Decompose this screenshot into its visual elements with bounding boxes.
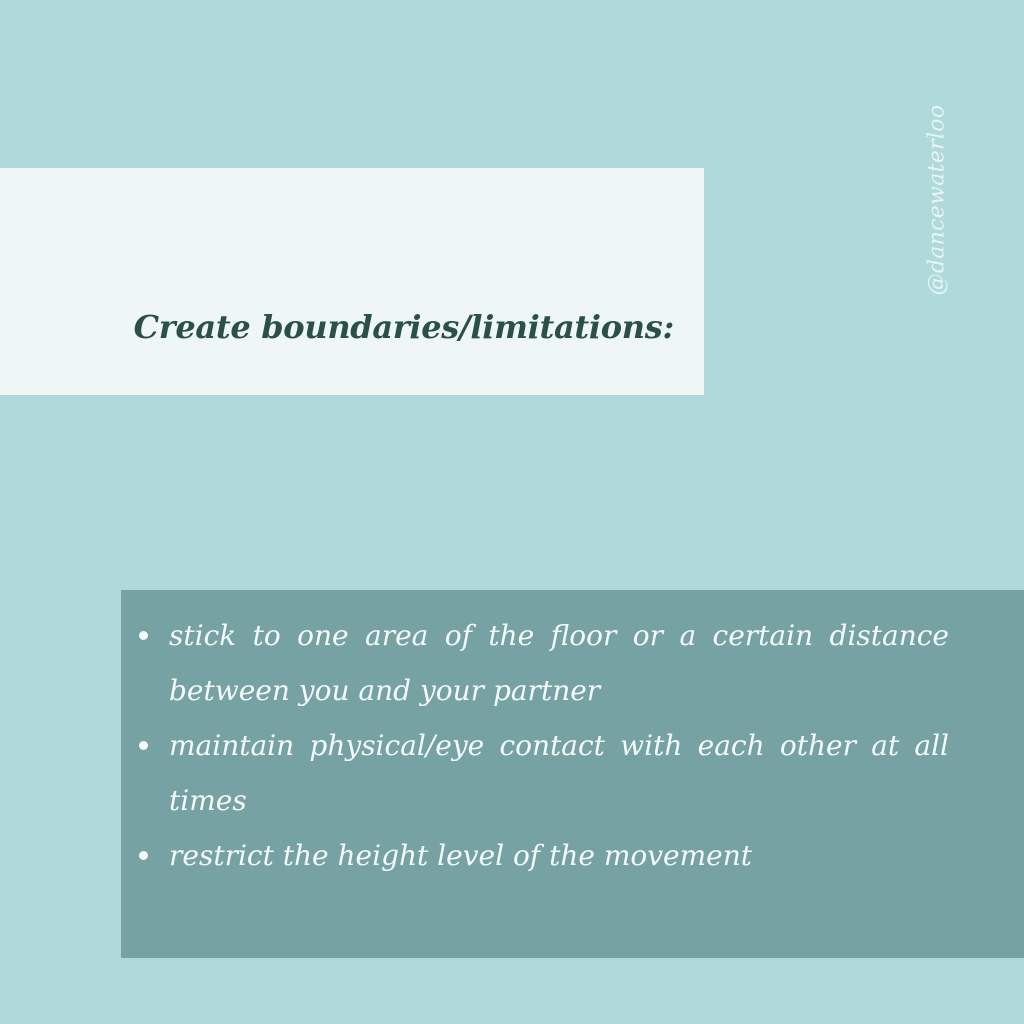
watermark-handle: @dancewaterloo bbox=[924, 104, 950, 296]
page-title: Create boundaries/limitations: bbox=[133, 308, 674, 346]
bullet-icon bbox=[139, 631, 148, 640]
list-item-text: stick to one area of the floor or a certain distance between you and your partner bbox=[169, 619, 949, 707]
tips-list bbox=[169, 608, 949, 883]
list-item bbox=[169, 608, 949, 718]
bullet-icon bbox=[139, 741, 148, 750]
list-item-text: maintain physical/eye contact with each other at all times bbox=[169, 729, 949, 817]
bullet-icon bbox=[139, 851, 148, 860]
list-item bbox=[169, 828, 949, 883]
title-card bbox=[0, 168, 704, 395]
list-item-text: restrict the height level of the movement bbox=[169, 839, 753, 872]
list-card bbox=[121, 590, 1024, 958]
list-item bbox=[169, 718, 949, 828]
